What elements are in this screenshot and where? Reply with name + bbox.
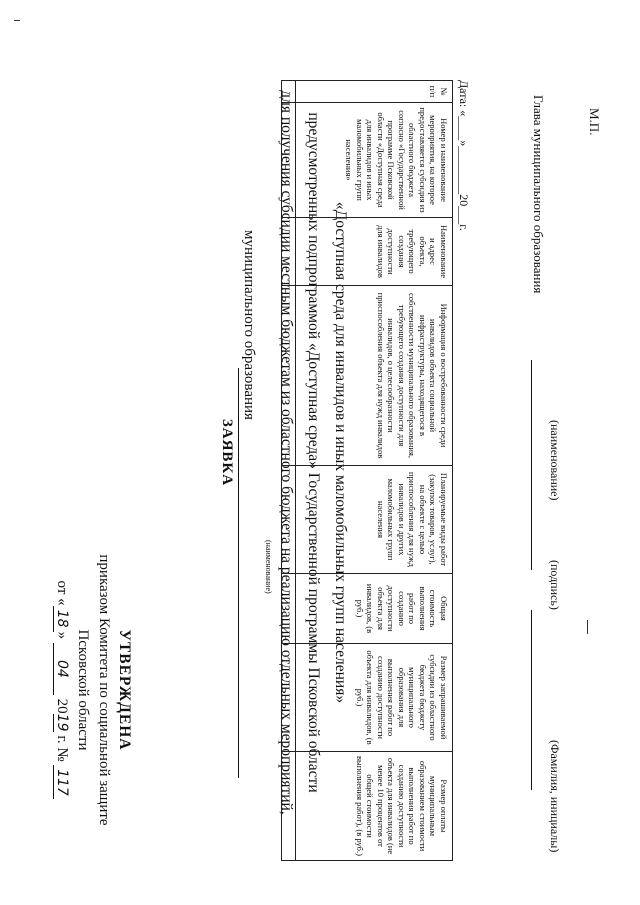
header-municipal-payment: Размер оплаты муниципальным образованием стоимости выполнения работ по созданию доступности объекта для инвалидов (не менее 10 процентов от общей стоимости выполнения работ), (в руб.): [296, 752, 453, 861]
header-requested-subsidy: Размер запрашиваемой субсидии из областного бюджета бюджету муниципального образования для выполнения работ по созданию доступности объекта для инвалидов, (в руб.): [296, 644, 453, 752]
approval-title: УТВЕРЖДЕНА: [116, 629, 133, 751]
approval-line-1: приказом Комитета по социальной защите: [96, 554, 112, 826]
municipality-blank-line: [238, 368, 257, 778]
approval-date-line: от «18» 04 2019 г. № 117: [51, 520, 72, 860]
hint-initials: (Фамилия, инициалы): [548, 740, 562, 853]
hint-name: (наименование): [548, 420, 562, 501]
date-line: Дата: «____»________20___г.: [457, 80, 471, 231]
approval-year: 19: [54, 713, 70, 732]
scan-mark: [587, 620, 588, 634]
request-title: ЗАЯВКА: [219, 418, 235, 487]
header-planned-works: Планируемые виды работ (закупок товаров, услуг), на объекте с целью приспособления для нужд инвалидов и других маломобильных групп населения: [296, 466, 453, 574]
approval-day: 18: [53, 606, 70, 632]
request-line-1: для получения субсидии местным бюджетам из областного бюджета на реализацию отдельных мероприятий,: [278, 90, 295, 815]
header-object: Наименование и адрес объекта, требующего создания доступности для инвалидов: [296, 218, 453, 286]
municipality-hint: (наименование): [264, 540, 273, 594]
approval-block: [51, 520, 135, 860]
approval-month: 04: [53, 643, 70, 695]
scan-mark: [14, 20, 20, 21]
request-line-3: «Доступная среда для инвалидов и иных маломобильных групп населения»: [332, 201, 349, 704]
request-table: [281, 80, 453, 860]
hint-signature: (подпись): [548, 560, 562, 610]
header-demand-info: Информация о востребованности среди инвалидов объекта социальной инфраструктуры, находящегося в собственности муниципального образования, требующего создания доступности для инвалидов, о целесообразности приспособления объекта для нужд инвалидов: [296, 286, 453, 466]
name-blank-line: [531, 360, 546, 570]
table-header-row: [296, 81, 453, 861]
head-of-municipality-label: Глава муниципального образования: [531, 95, 546, 294]
header-total-cost: Общая стоимость выполнения работ по созданию доступности объекта для инвалидов, (в руб.): [296, 574, 453, 644]
initials-blank-line: [531, 610, 546, 790]
request-line-2: предусмотренных подпрограммой «Доступная среда» Государственной программы Псковской области: [305, 112, 322, 793]
header-number: № п/п: [296, 81, 453, 103]
request-table-grid: [281, 80, 453, 861]
stamp-place-label: М.П.: [587, 108, 602, 136]
approval-number: 117: [53, 765, 70, 799]
header-measure: Номер и наименование мероприятия, на которое предоставляется субсидия из областного бюджета согласно «Государственной программе Псковской области «Доступная среда для инвалидов и иных маломобильных групп населения»: [296, 103, 453, 218]
municipality-label: муниципального образования: [241, 230, 257, 420]
approval-line-2: Псковской области: [75, 629, 91, 751]
table-row: [282, 81, 296, 861]
